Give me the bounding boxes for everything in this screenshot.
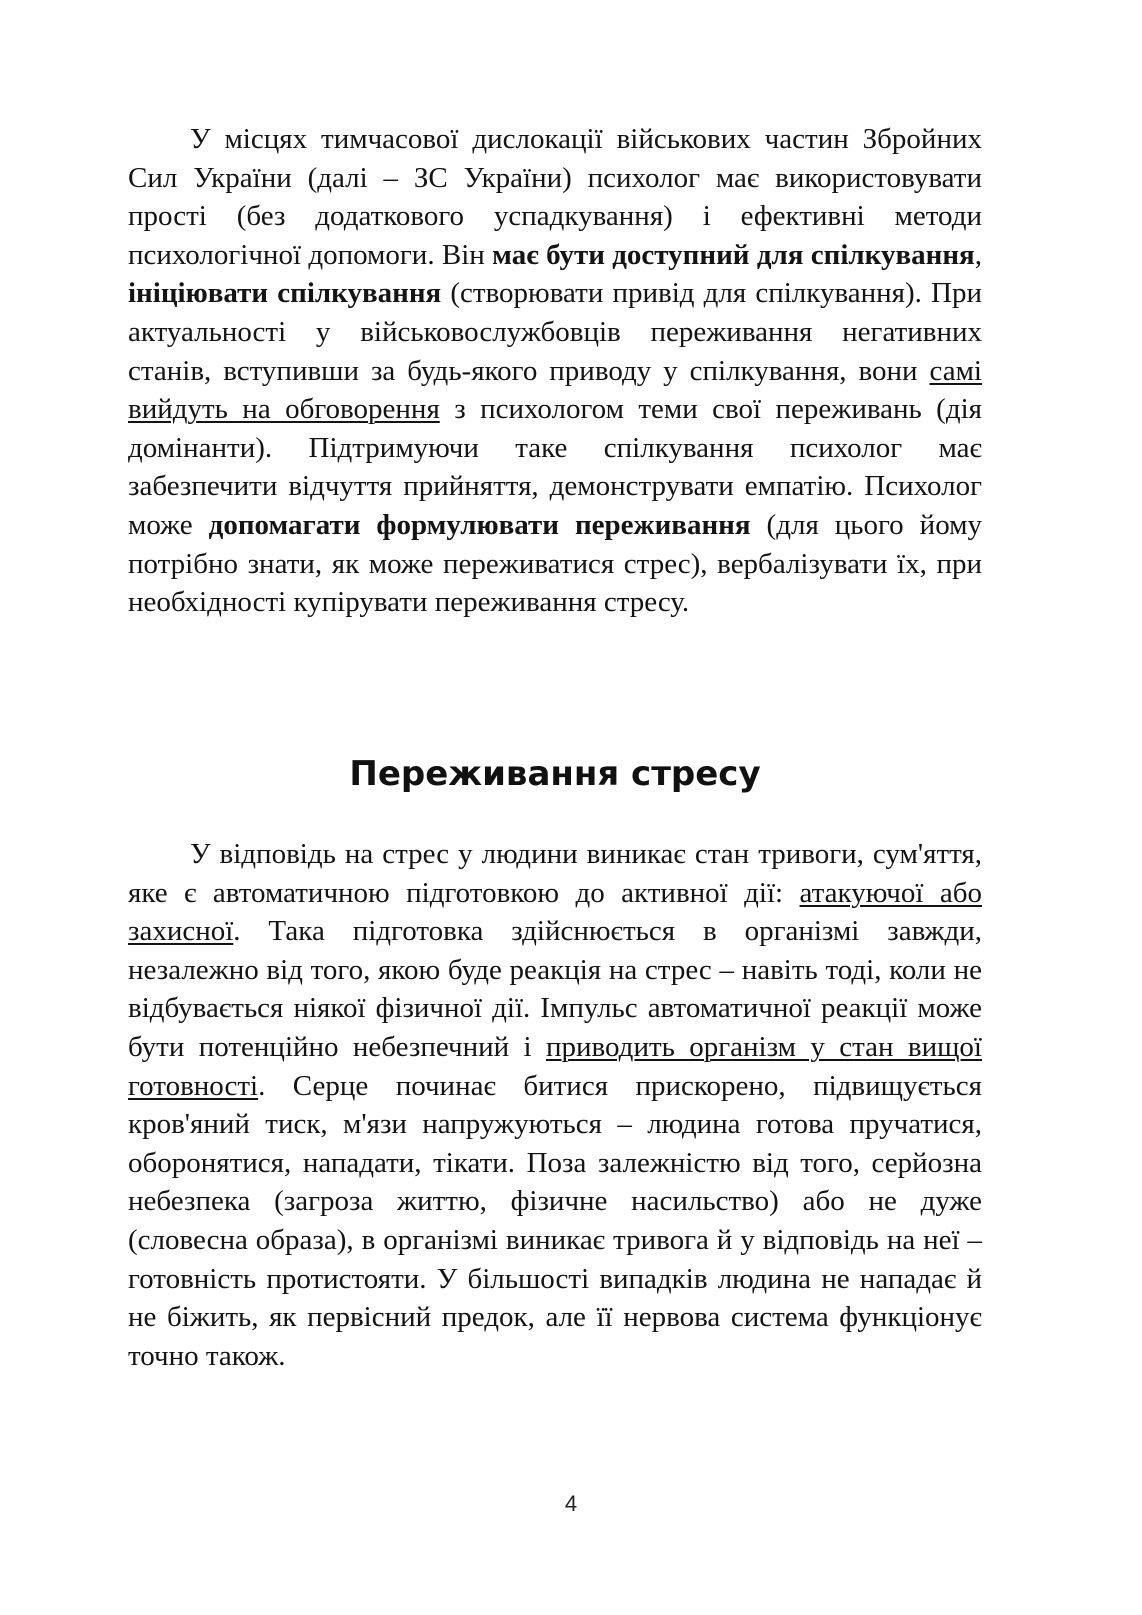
section-heading: Переживання стресу — [349, 754, 761, 794]
text-span: (для цього йому потрібно знати, як може переживатися стрес), вербалізувати їх, при необхідності купірувати переживання стресу. — [128, 508, 982, 619]
text-span: з психологом теми свої переживань (дія домінанти). Підтримуючи таке спілкування психолог має забезпечити відчуття прийняття, демонструвати емпатію. Психолог може — [128, 393, 982, 541]
text-span: . Така підготовка здійснюється в організмі завжди, незалежно від того, якою буде реакція на стрес – навіть тоді, коли не відбувається ніякої фізичної дії. Імпульс автоматичної реакції може бути потенційно небезпечний і — [128, 915, 982, 1063]
text-span: У місцях тимчасової дислокації військових частин Збройних Сил України (далі – ЗС України) психолог має використовувати прості (без додаткового успадкування) і ефективні методи психологічної допомоги. Він — [128, 123, 982, 271]
text-span: . Серце починає битися прискорено, підвищується кров'яний тиск, м'язи напружуються – людина готова пручатися, оборонятися, нападати, тікати. Поза залежністю від того, серйозна небезпека (загроза життю, фізичне насильство) або не дуже (словесна образа), в організмі виникає тривога й у відповідь на неї – готовність протистояти. У більшості випадків людина не нападає й не біжить, як первісний предок, але її нервова система функціонує точно також. — [128, 1069, 982, 1372]
text-span: (створювати привід для спілкування). При актуальності у військовослужбовців переживання негативних станів, вступивши за будь-якого приводу у спілкування, вони — [128, 277, 983, 387]
text-span: У відповідь на стрес у людини виникає стан тривоги, сум'яття, яке є автоматичною підготовкою до активної дії: — [128, 838, 982, 909]
bold-phrase-initiate: ініціювати спілкування — [128, 277, 442, 310]
paragraph-psychologist-methods — [128, 120, 982, 622]
page-number: 4 — [564, 1491, 578, 1516]
paragraph-stress-response — [128, 835, 982, 1375]
underlined-phrase-attack-defense: атакуючої або захисної — [128, 876, 982, 948]
underlined-phrase-discussion: самі вийдуть на обговорення — [128, 354, 982, 426]
underlined-phrase-readiness: приводить організм у стан вищої готовності — [128, 1030, 982, 1102]
text-span: , — [974, 238, 982, 271]
bold-phrase-formulate: допомагати формулювати переживання — [208, 508, 751, 541]
bold-phrase-accessible: має бути доступний для спілкування — [492, 238, 975, 271]
